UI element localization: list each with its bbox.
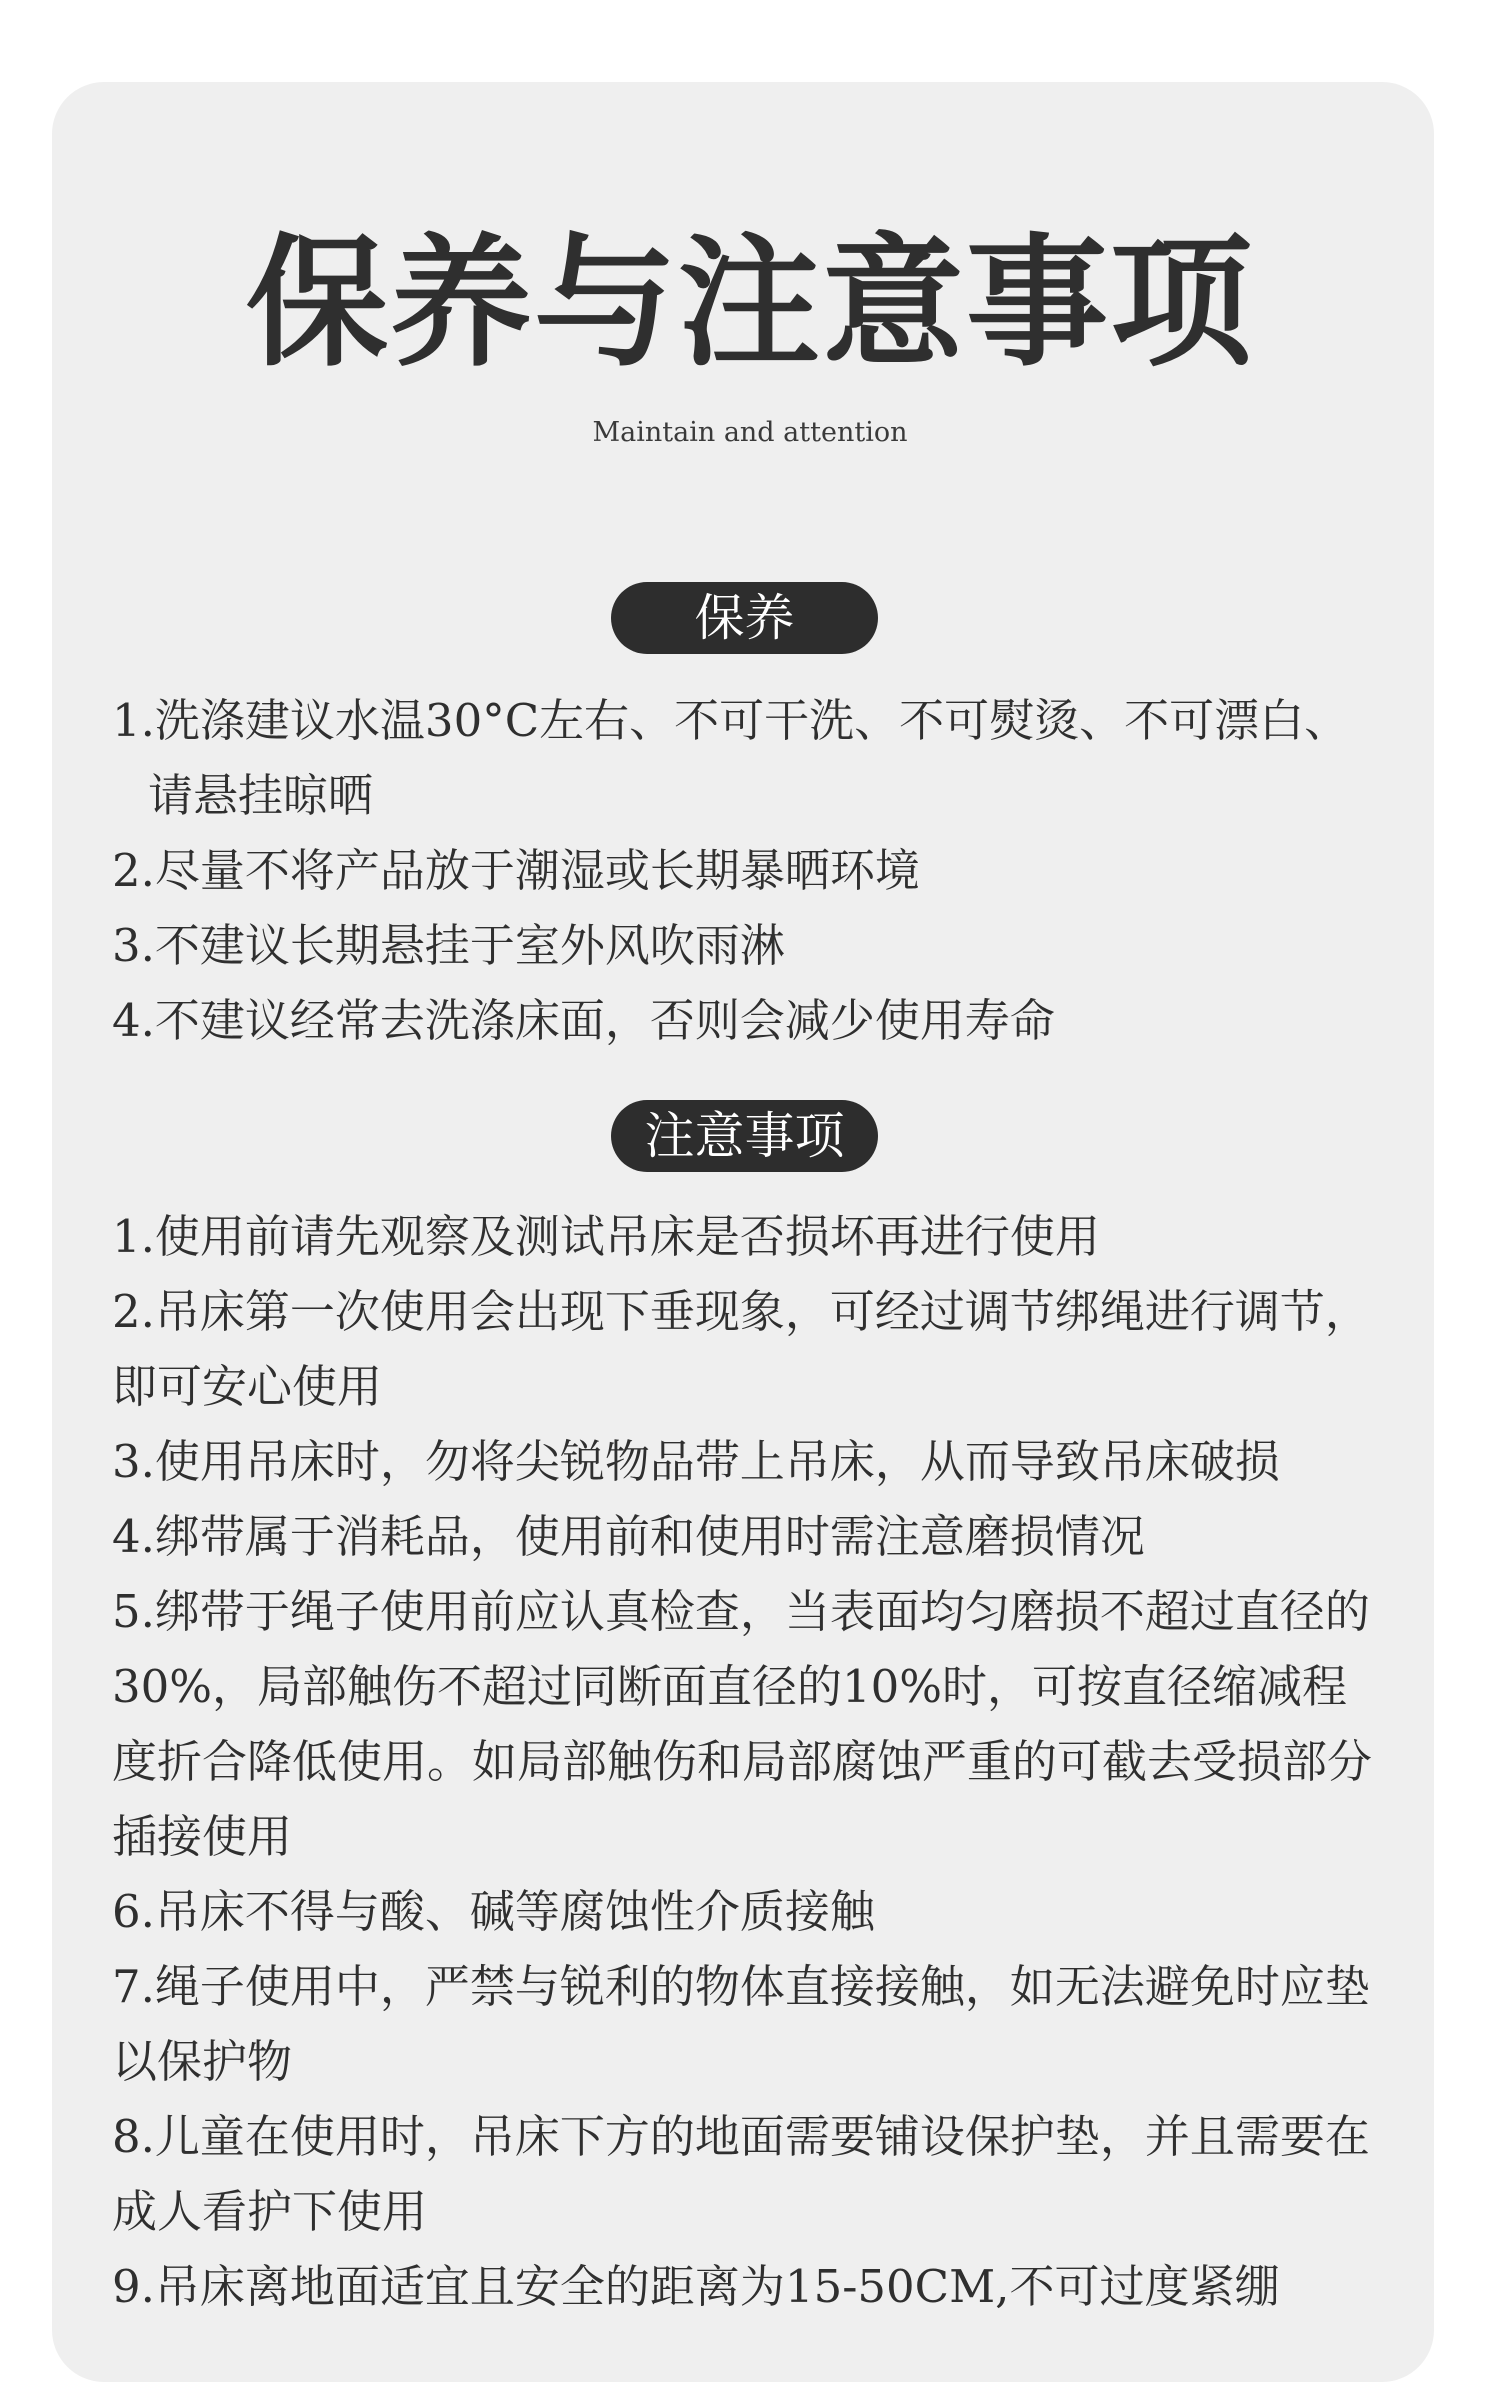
list-item: 3.使用吊床时，勿将尖锐物品带上吊床，从而导致吊床破损 xyxy=(112,1435,1280,1488)
list-item: 9.吊床离地面适宜且安全的距离为15-50CM,不可过度紧绷 xyxy=(112,2260,1280,2313)
list-item: 7.绳子使用中，严禁与锐利的物体直接接触，如无法避免时应垫以保护物 xyxy=(112,1960,1370,2088)
list-item: 1.使用前请先观察及测试吊床是否损坏再进行使用 xyxy=(112,1210,1100,1263)
list-item: 2.吊床第一次使用会出现下垂现象，可经过调节绑绳进行调节，即可安心使用 xyxy=(112,1285,1370,1413)
section-label-notice: 注意事项 xyxy=(611,1100,878,1172)
section-label-care: 保养 xyxy=(611,582,878,654)
list-item: 8.儿童在使用时，吊床下方的地面需要铺设保护垫，并且需要在成人看护下使用 xyxy=(112,2110,1370,2238)
list-item: 4.不建议经常去洗涤床面，否则会减少使用寿命 xyxy=(112,994,1055,1047)
care-list xyxy=(112,683,1382,1058)
list-item: 1.洗涤建议水温30°C左右、不可干洗、不可熨烫、不可漂白、请悬挂晾晒 xyxy=(112,694,1350,822)
list-item: 6.吊床不得与酸、碱等腐蚀性介质接触 xyxy=(112,1885,875,1938)
page-subtitle: Maintain and attention xyxy=(592,417,908,448)
list-item: 5.绑带于绳子使用前应认真检查，当表面均匀磨损不超过直径的30%，局部触伤不超过同断面直径的10%时，可按直径缩减程度折合降低使用。如局部触伤和局部腐蚀严重的可截去受损部分插接使用 xyxy=(112,1585,1373,1863)
list-item: 4.绑带属于消耗品，使用前和使用时需注意磨损情况 xyxy=(112,1510,1145,1563)
list-item: 2.尽量不将产品放于潮湿或长期暴晒环境 xyxy=(112,844,920,897)
list-item: 3.不建议长期悬挂于室外风吹雨淋 xyxy=(112,919,785,972)
notice-list xyxy=(112,1199,1382,2324)
page-title: 保养与注意事项 xyxy=(246,220,1254,386)
